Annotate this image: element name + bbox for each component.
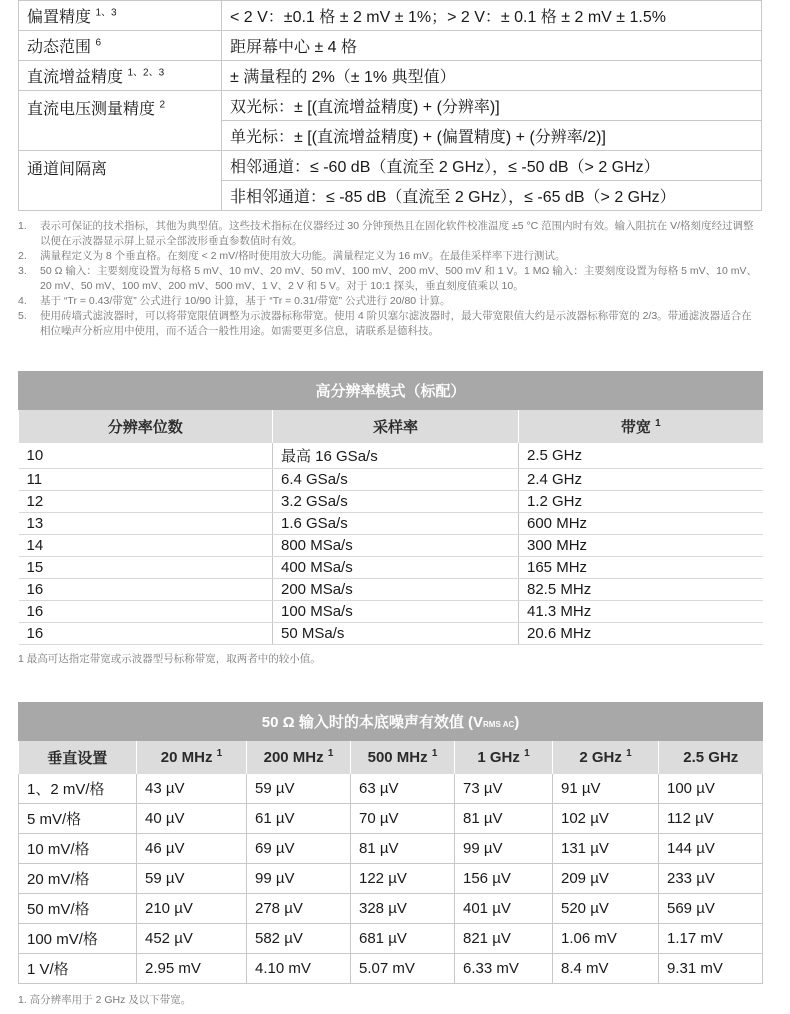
spec-value: 单光标：± [(直流增益精度) + (偏置精度) + (分辨率/2)] — [222, 121, 762, 151]
table-cell: 最高 16 GSa/s — [273, 443, 519, 469]
table-cell: 2.95 mV — [137, 954, 247, 984]
spec-row-voltage — [19, 91, 762, 121]
spec-notes — [18, 219, 762, 339]
table-cell: 600 MHz — [519, 513, 763, 535]
table-cell: 102 µV — [553, 804, 659, 834]
table-cell: 40 µV — [137, 804, 247, 834]
hires-body — [19, 443, 763, 645]
spec-value: < 2 V：±0.1 格 ± 2 mV ± 1%；> 2 V：± 0.1 格 ± 2 mV ± 1.5% — [222, 1, 762, 31]
hires-row — [19, 469, 763, 491]
table-cell: 16 — [19, 623, 273, 645]
hires-row — [19, 579, 763, 601]
table-cell: 8.4 mV — [553, 954, 659, 984]
hires-table — [18, 371, 763, 645]
note-item: 1. 表示可保证的技术指标，其他为典型值。这些技术指标在仪器经过 30 分钟预热且在固化软件校准温度 ±5 °C 范围内时有效。输入阻抗在 V/格刻度经过调整以便在示波器显示屏上显示全部波形垂直参数值时有效。 — [18, 220, 754, 247]
table-cell: 1.6 GSa/s — [273, 513, 519, 535]
table-cell: 681 µV — [351, 924, 455, 954]
table-cell: 401 µV — [455, 894, 553, 924]
noise-row — [19, 894, 763, 924]
table-cell: 278 µV — [247, 894, 351, 924]
table-cell: 2.4 GHz — [519, 469, 763, 491]
noise-header: 20 MHz $^1$ — [137, 741, 247, 775]
table-cell: 69 µV — [247, 834, 351, 864]
noise-header: 2.5 GHz — [659, 741, 763, 775]
spec-value: ± 满量程的 2%（± 1% 典型值） — [222, 61, 762, 91]
table-cell: 41.3 MHz — [519, 601, 763, 623]
table-cell: 300 MHz — [519, 535, 763, 557]
hires-header: 采样率 — [273, 410, 519, 444]
noise-body — [19, 774, 763, 984]
noise-row — [19, 804, 763, 834]
table-cell: 14 — [19, 535, 273, 557]
table-cell: 210 µV — [137, 894, 247, 924]
hires-row — [19, 623, 763, 645]
table-cell: 99 µV — [455, 834, 553, 864]
table-cell: 3.2 GSa/s — [273, 491, 519, 513]
table-cell: 20.6 MHz — [519, 623, 763, 645]
noise-table — [18, 702, 763, 984]
table-cell: 63 µV — [351, 774, 455, 804]
table-cell: 15 — [19, 557, 273, 579]
spec-row-isolation — [19, 151, 762, 181]
table-cell: 12 — [19, 491, 273, 513]
table-cell: 82.5 MHz — [519, 579, 763, 601]
table-cell: 165 MHz — [519, 557, 763, 579]
table-cell: 81 µV — [455, 804, 553, 834]
table-cell: 91 µV — [553, 774, 659, 804]
table-cell: 5 mV/格 — [19, 804, 137, 834]
noise-row — [19, 834, 763, 864]
table-cell: 1.06 mV — [553, 924, 659, 954]
table-cell: 1、2 mV/格 — [19, 774, 137, 804]
table-cell: 6.4 GSa/s — [273, 469, 519, 491]
hires-header: 带宽 $^1$ — [519, 410, 763, 444]
hires-row — [19, 557, 763, 579]
table-cell: 61 µV — [247, 804, 351, 834]
noise-header: 500 MHz $^1$ — [351, 741, 455, 775]
hires-row — [19, 535, 763, 557]
spec-row-gain — [19, 61, 762, 91]
table-cell: 99 µV — [247, 864, 351, 894]
spec-label: 动态范围 $^6$ — [19, 31, 222, 61]
note-item: 5. 使用砖墙式滤波器时，可以将带宽限值调整为示波器标称带宽。使用 4 阶贝塞尔滤波器时，最大带宽限值大约是示波器标称带宽的 2/3。带通滤波器适合在相位噪声分析应用中使用，而不适合一般性用途。如需要更多信息，请联系是德科技。 — [18, 310, 752, 337]
table-cell: 144 µV — [659, 834, 763, 864]
table-cell: 73 µV — [455, 774, 553, 804]
noise-header: 200 MHz $^1$ — [247, 741, 351, 775]
table-cell: 16 — [19, 579, 273, 601]
table-cell: 59 µV — [137, 864, 247, 894]
noise-footnote: 1. 高分辨率用于 2 GHz 及以下带宽。 — [18, 994, 192, 1006]
spec-value: 双光标：± [(直流增益精度) + (分辨率)] — [222, 91, 762, 121]
spec-label: 偏置精度 $^{1、3}$ — [19, 1, 222, 31]
spec-label: 直流增益精度 $^{1、2、3}$ — [19, 61, 222, 91]
hires-footnote: 1 最高可达指定带宽或示波器型号标称带宽，取两者中的较小值。 — [18, 653, 321, 665]
table-cell: 209 µV — [553, 864, 659, 894]
table-cell: 100 MSa/s — [273, 601, 519, 623]
spec-value: 非相邻通道：≤ -85 dB（直流至 2 GHz），≤ -65 dB（> 2 GHz） — [222, 181, 762, 211]
table-cell: 20 mV/格 — [19, 864, 137, 894]
table-cell: 59 µV — [247, 774, 351, 804]
table-cell: 122 µV — [351, 864, 455, 894]
noise-title: 50 Ω 输入时的本底噪声有效值 (VRMS AC) — [19, 703, 763, 741]
table-cell: 10 — [19, 443, 273, 469]
note-item: 4. 基于 “Tr = 0.43/带宽” 公式进行 10/90 计算，基于 “Tr = 0.31/带宽” 公式进行 20/80 计算。 — [18, 295, 451, 307]
hires-header: 分辨率位数 — [19, 410, 273, 444]
table-cell: 13 — [19, 513, 273, 535]
spec-value: 距屏幕中心 ± 4 格 — [222, 31, 762, 61]
table-cell: 1.17 mV — [659, 924, 763, 954]
table-cell: 100 mV/格 — [19, 924, 137, 954]
hires-row — [19, 513, 763, 535]
spec-table — [18, 0, 762, 211]
table-cell: 10 mV/格 — [19, 834, 137, 864]
noise-row — [19, 924, 763, 954]
table-cell: 1.2 GHz — [519, 491, 763, 513]
hires-row — [19, 443, 763, 469]
table-cell: 569 µV — [659, 894, 763, 924]
table-cell: 46 µV — [137, 834, 247, 864]
hires-title: 高分辨率模式（标配） — [19, 372, 763, 410]
table-cell: 11 — [19, 469, 273, 491]
noise-row — [19, 954, 763, 984]
note-item: 3. 50 Ω 输入：主要刻度设置为每格 5 mV、10 mV、20 mV、50 mV、100 mV、200 mV、500 mV 和 1 V。1 MΩ 输入：主要刻度设置为每格 5 mV、10 mV、20 mV、50 mV、100 mV、200 mV、500 mV、1 V、2 V 和 5 V。对于 10:1 探头，垂直刻度值乘以 10。 — [18, 265, 758, 292]
noise-row — [19, 774, 763, 804]
table-cell: 520 µV — [553, 894, 659, 924]
page — [18, 0, 762, 1007]
table-cell: 16 — [19, 601, 273, 623]
spec-row-range — [19, 31, 762, 61]
noise-header: 2 GHz $^1$ — [553, 741, 659, 775]
table-cell: 4.10 mV — [247, 954, 351, 984]
table-cell: 821 µV — [455, 924, 553, 954]
table-cell: 131 µV — [553, 834, 659, 864]
table-cell: 81 µV — [351, 834, 455, 864]
table-cell: 100 µV — [659, 774, 763, 804]
table-cell: 200 MSa/s — [273, 579, 519, 601]
spec-row-offset — [19, 1, 762, 31]
table-cell: 50 mV/格 — [19, 894, 137, 924]
note-item: 2. 满量程定义为 8 个垂直格。在刻度 < 2 mV/格时使用放大功能。满量程定义为 16 mV。在最佳采样率下进行测试。 — [18, 250, 566, 262]
noise-header: 垂直设置 — [19, 741, 137, 775]
table-cell: 50 MSa/s — [273, 623, 519, 645]
table-cell: 582 µV — [247, 924, 351, 954]
table-cell: 400 MSa/s — [273, 557, 519, 579]
table-cell: 6.33 mV — [455, 954, 553, 984]
table-cell: 9.31 mV — [659, 954, 763, 984]
table-cell: 328 µV — [351, 894, 455, 924]
table-cell: 452 µV — [137, 924, 247, 954]
table-cell: 156 µV — [455, 864, 553, 894]
noise-row — [19, 864, 763, 894]
table-cell: 2.5 GHz — [519, 443, 763, 469]
table-cell: 43 µV — [137, 774, 247, 804]
table-cell: 800 MSa/s — [273, 535, 519, 557]
table-cell: 70 µV — [351, 804, 455, 834]
noise-header: 1 GHz $^1$ — [455, 741, 553, 775]
spec-label: 直流电压测量精度 $^2$ — [19, 91, 222, 151]
hires-row — [19, 601, 763, 623]
spec-label: 通道间隔离 — [19, 151, 222, 211]
table-cell: 1 V/格 — [19, 954, 137, 984]
table-cell: 5.07 mV — [351, 954, 455, 984]
hires-row — [19, 491, 763, 513]
table-cell: 112 µV — [659, 804, 763, 834]
spec-value: 相邻通道：≤ -60 dB（直流至 2 GHz），≤ -50 dB（> 2 GHz） — [222, 151, 762, 181]
noise-header-row — [19, 741, 763, 775]
table-cell: 233 µV — [659, 864, 763, 894]
